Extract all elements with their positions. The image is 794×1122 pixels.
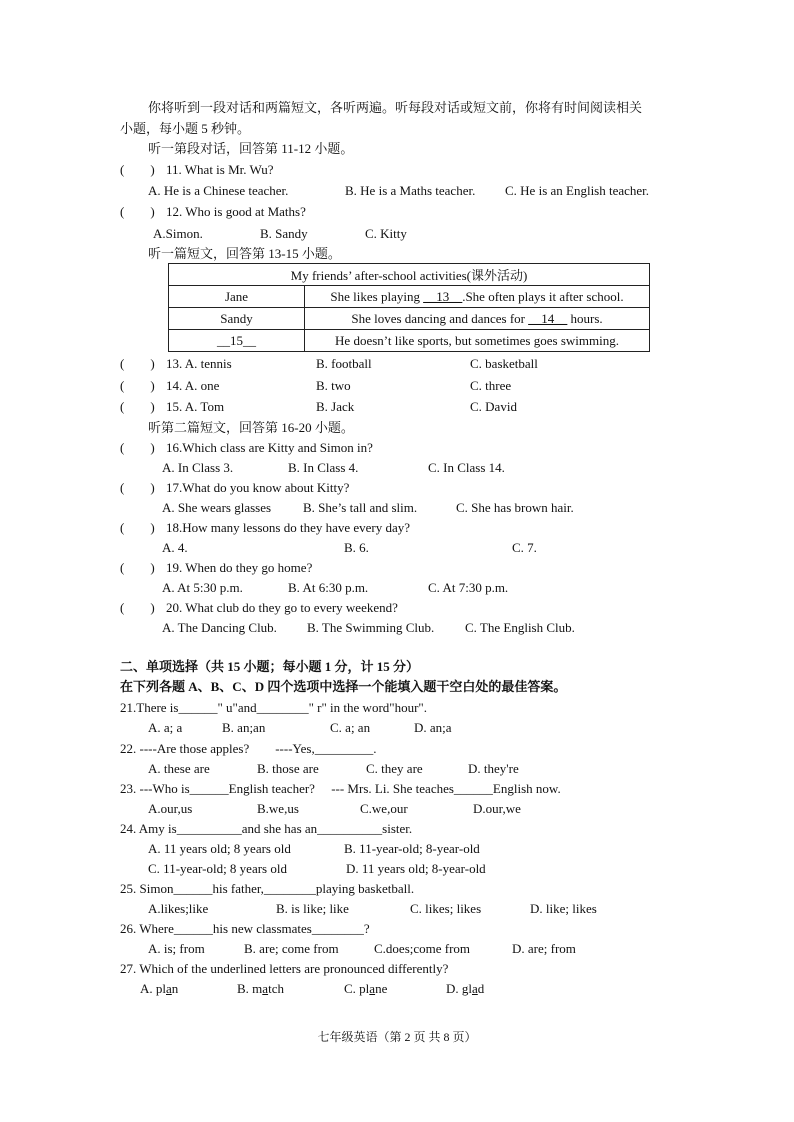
table-cell-name: Jane [169,286,305,308]
question-26: 26. Where______his new classmates________? [120,921,370,936]
table-cell-activity [305,286,650,308]
q13-option-c: C. basketball [470,356,538,371]
table-row [169,308,650,330]
q17-option-b: B. She’s tall and slim. [303,500,418,515]
question-27: 27. Which of the underlined letters are pronounced differently? [120,961,449,976]
answer-paren[interactable]: ( ) [120,520,155,535]
q20-option-c: C. The English Club. [465,620,575,635]
answer-paren[interactable]: ( ) [120,162,155,177]
q24-option-c: C. 11-year-old; 8 years old [148,861,287,876]
question-17: 17.What do you know about Kitty? [166,480,350,495]
q22-option-b: B. those are [257,761,319,776]
intro-line-1: 你将听到一段对话和两篇短文，各听两遍。听每段对话或短文前，你将有时间阅读相关 [148,100,643,115]
q13-option-b: B. football [316,356,372,371]
q21-option-c: C. a; an [330,720,371,735]
q17-option-c: C. She has brown hair. [456,500,574,515]
q18-option-c: C. 7. [512,540,537,555]
question-19: 19. When do they go home? [166,560,313,575]
answer-paren[interactable]: ( ) [120,356,155,371]
q21-option-b: B. an;an [222,720,266,735]
activities-table [168,263,650,352]
q19-option-b: B. At 6:30 p.m. [288,580,369,595]
q25-option-a: A.likes;like [148,901,209,916]
q12-option-a: A.Simon. [153,226,203,241]
table-cell-activity [305,308,650,330]
passage1-note: 听一篇短文，回答第 13-15 小题。 [148,246,341,261]
cell-text: .She often plays it after school. [462,288,624,304]
q19-option-a: A. At 5:30 p.m. [162,580,243,595]
q22-option-c: C. they are [366,761,423,776]
table-cell-activity: He doesn’t like sports, but sometimes goes swimming. [305,330,650,352]
question-16: 16.Which class are Kitty and Simon in? [166,440,373,455]
section-2-title: 二、单项选择（共 15 小题；每小题 1 分，计 15 分） [120,659,420,674]
intro-line-2: 小题，每小题 5 秒钟。 [120,121,251,136]
cell-text: She likes playing [330,288,424,304]
answer-paren[interactable]: ( ) [120,204,155,219]
question-22: 22. ----Are those apples? ----Yes,_________. [120,741,377,756]
q27-option-b: B. match [237,981,284,996]
question-11: 11. What is Mr. Wu? [166,162,274,177]
q12-option-c: C. Kitty [365,226,407,241]
answer-paren[interactable]: ( ) [120,378,155,393]
answer-paren[interactable]: ( ) [120,480,155,495]
q11-option-c: C. He is an English teacher. [505,183,650,198]
q27-option-c: C. plane [344,981,388,996]
passage2-note: 听第二篇短文，回答第 16-20 小题。 [148,420,354,435]
underlined-letter: a [369,981,376,996]
cell-text: She loves dancing and dances for [351,310,529,326]
q18-option-b: B. 6. [344,540,369,555]
q23-option-b: B.we,us [257,801,299,816]
q26-option-c: C.does;come from [374,941,471,956]
q23-option-c: C.we,our [360,801,408,816]
q21-option-d: D. an;a [414,720,452,735]
table-cell-name: Sandy [169,308,305,330]
question-21: 21.There is______" u"and________" r" in the word"hour". [120,700,427,715]
q12-option-b: B. Sandy [260,226,308,241]
answer-paren[interactable]: ( ) [120,600,155,615]
q16-option-c: C. In Class 14. [428,460,505,475]
question-24: 24. Amy is__________and she has an__________sister. [120,821,413,836]
q23-option-d: D.our,we [473,801,521,816]
question-18: 18.How many lessons do they have every day? [166,520,411,535]
dialogue-note: 听一第段对话，回答第 11-12 小题。 [148,141,354,156]
table-title: My friends’ after-school activities(课外活动) [169,264,650,286]
question-12: 12. Who is good at Maths? [166,204,306,219]
underlined-letter: a [166,981,172,996]
q18-option-a: A. 4. [162,540,188,555]
question-23: 23. ---Who is______English teacher? --- Mrs. Li. She teaches______English now. [120,781,561,796]
underlined-letter: a [262,981,269,996]
q22-option-a: A. these are [148,761,210,776]
section-2-instruction: 在下列各题 A、B、C、D 四个选项中选择一个能填入题干空白处的最佳答案。 [120,679,567,694]
q11-option-b: B. He is a Maths teacher. [345,183,476,198]
q17-option-a: A. She wears glasses [162,500,272,515]
answer-paren[interactable]: ( ) [120,440,155,455]
table-cell-name: __15__ [169,330,305,352]
q14-option-c: C. three [470,378,512,393]
q21-option-a: A. a; a [148,720,183,735]
q24-option-a: A. 11 years old; 8 years old [148,841,291,856]
answer-paren[interactable]: ( ) [120,560,155,575]
q15-option-b: B. Jack [316,399,355,414]
answer-paren[interactable]: ( ) [120,399,155,414]
q16-option-b: B. In Class 4. [288,460,359,475]
q20-option-b: B. The Swimming Club. [307,620,435,635]
question-13: 13. A. tennis [166,356,232,371]
q26-option-b: B. are; come from [244,941,339,956]
q26-option-d: D. are; from [512,941,576,956]
q14-option-b: B. two [316,378,351,393]
q22-option-d: D. they're [468,761,519,776]
page-footer: 七年级英语（第 2 页 共 8 页） [317,1030,477,1044]
q16-option-a: A. In Class 3. [162,460,234,475]
q27-option-d: D. glad [446,981,485,996]
question-14: 14. A. one [166,378,220,393]
question-25: 25. Simon______his father,________playing basketball. [120,881,415,896]
q23-option-a: A.our,us [148,801,193,816]
table-row [169,330,650,352]
underlined-letter: a [472,981,478,996]
q26-option-a: A. is; from [148,941,205,956]
blank-14: __14__ [528,310,568,326]
q25-option-d: D. like; likes [530,901,597,916]
blank-13: __13__ [423,288,463,304]
q24-option-d: D. 11 years old; 8-year-old [346,861,486,876]
q20-option-a: A. The Dancing Club. [162,620,277,635]
q24-option-b: B. 11-year-old; 8-year-old [344,841,480,856]
cell-text: hours. [567,310,603,326]
q25-option-b: B. is like; like [276,901,349,916]
q15-option-c: C. David [470,399,517,414]
q27-option-a: A. plan [140,981,179,996]
q25-option-c: C. likes; likes [410,901,482,916]
question-20: 20. What club do they go to every weekend? [166,600,398,615]
table-row [169,286,650,308]
q11-option-a: A. He is a Chinese teacher. [148,183,289,198]
q19-option-c: C. At 7:30 p.m. [428,580,509,595]
question-15: 15. A. Tom [166,399,225,414]
